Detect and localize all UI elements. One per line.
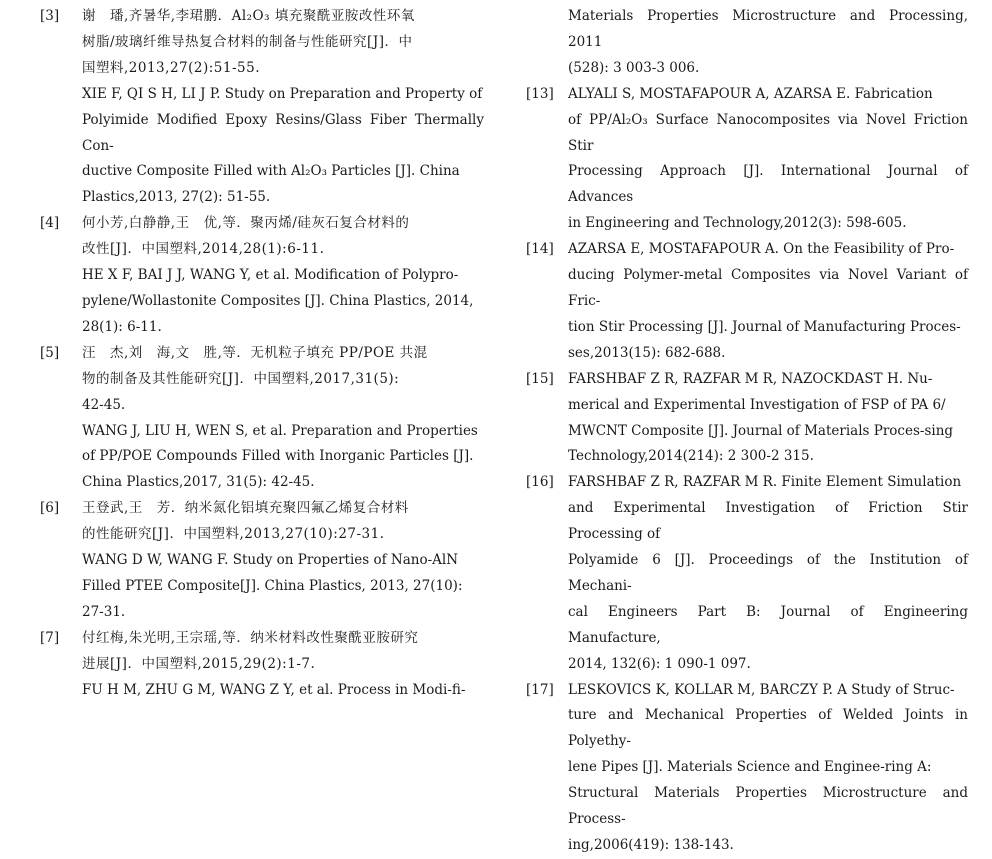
reference-line: 何小芳,白静静,王 优,等．聚丙烯/硅灰石复合材料的	[82, 215, 410, 232]
reference-line: 王登武,王 芳．纳米氮化铝填充聚四氟乙烯复合材料	[82, 500, 409, 517]
reference-line: Filled PTEE Composite[J]. China Plastics, 2013, 27(10):	[82, 577, 463, 594]
reference-line: China Plastics,2017, 31(5): 42-45.	[82, 474, 315, 491]
reference-line: FU H M, ZHU G M, WANG Z Y, et al. Process in Modi-fi-	[82, 681, 466, 698]
reference-line: LESKOVICS K, KOLLAR M, BARCZY P. A Study of Struc-	[568, 681, 955, 698]
reference-line: 42-45.	[82, 396, 126, 413]
reference-line: 的性能研究[J]．中国塑料,2013,27(10):27-31.	[82, 526, 385, 543]
reference-entry	[522, 82, 968, 237]
reference-entry	[36, 341, 484, 496]
reference-line: FARSHBAF Z R, RAZFAR M R. Finite Element Simulation	[568, 474, 962, 491]
reference-number: [15]	[526, 370, 554, 387]
reference-line: Materials Properties Microstructure and Processing, 2011	[568, 8, 968, 50]
reference-entry	[522, 237, 968, 367]
reference-line: Polyamide 6 [J]. Proceedings of the Institution of Mechani-	[568, 552, 968, 594]
reference-line: lene Pipes [J]. Materials Science and Enginee-ring A:	[568, 759, 932, 776]
reference-number: [4]	[40, 215, 60, 232]
reference-number: [16]	[526, 474, 554, 491]
reference-entry	[522, 470, 968, 677]
reference-number: [6]	[40, 500, 60, 517]
reference-line: ing,2006(419): 138-143.	[568, 837, 734, 853]
reference-line: 物的制备及其性能研究[J]．中国塑料,2017,31(5):	[82, 370, 400, 387]
reference-line: merical and Experimental Investigation of FSP of PA 6/	[568, 396, 946, 413]
reference-line: ses,2013(15): 682-688.	[568, 344, 726, 361]
reference-line: tion Stir Processing [J]. Journal of Manufacturing Proces-	[568, 318, 961, 335]
reference-line: 汪 杰,刘 海,文 胜,等．无机粒子填充 PP/POE 共混	[82, 344, 428, 361]
reference-number: [7]	[40, 629, 60, 646]
reference-number: [17]	[526, 681, 554, 698]
reference-entry	[36, 4, 484, 211]
reference-entry	[36, 496, 484, 626]
reference-line: in Engineering and Technology,2012(3): 598-605.	[568, 215, 907, 232]
reference-number: [14]	[526, 241, 554, 258]
reference-line: MWCNT Composite [J]. Journal of Materials Proces-sing	[568, 422, 954, 439]
reference-number: [13]	[526, 85, 554, 102]
right-column	[522, 0, 968, 859]
reference-line: Processing Approach [J]. International Journal of Advances	[568, 163, 968, 206]
reference-line: 谢 璠,齐暑华,李珺鹏．Al₂O₃ 填充聚酰亚胺改性环氧	[82, 8, 415, 24]
reference-line: 28(1): 6-11.	[82, 318, 162, 335]
reference-line: 付红梅,朱光明,王宗瑶,等．纳米材料改性聚酰亚胺研究	[82, 629, 419, 646]
reference-line: ducing Polymer-metal Composites via Novel Variant of Fric-	[568, 267, 968, 309]
reference-line: of PP/POE Compounds Filled with Inorganic Particles [J].	[82, 448, 474, 465]
reference-line: 树脂/玻璃纤维导热复合材料的制备与性能研究[J]．中	[82, 33, 413, 50]
reference-line: AZARSA E, MOSTAFAPOUR A. On the Feasibility of Pro-	[568, 241, 955, 258]
reference-line: 国塑料,2013,27(2):51-55.	[82, 59, 260, 76]
reference-entry	[36, 626, 484, 704]
reference-line: Polyimide Modified Epoxy Resins/Glass Fiber Thermally Con-	[82, 111, 484, 154]
reference-line: 改性[J]．中国塑料,2014,28(1):6-11.	[82, 241, 325, 258]
reference-line: HE X F, BAI J J, WANG Y, et al. Modification of Polypro-	[82, 267, 459, 284]
reference-line: (528): 3 003-3 006.	[568, 59, 700, 76]
left-column	[36, 0, 484, 703]
reference-line: ALYALI S, MOSTAFAPOUR A, AZARSA E. Fabrication	[568, 85, 933, 102]
reference-line: 进展[J]．中国塑料,2015,29(2):1-7.	[82, 655, 316, 672]
reference-line: 27-31.	[82, 603, 126, 620]
reference-line: ture and Mechanical Properties of Welded Joints in Polyethy-	[568, 707, 968, 750]
reference-entry	[522, 4, 968, 82]
reference-line: WANG D W, WANG F. Study on Properties of Nano-AlN	[82, 552, 459, 569]
reference-line: Plastics,2013, 27(2): 51-55.	[82, 189, 271, 206]
reference-line: cal Engineers Part B: Journal of Engineering Manufacture,	[568, 603, 968, 646]
reference-line: of PP/Al₂O₃ Surface Nanocomposites via Novel Friction Stir	[568, 111, 968, 154]
reference-line: and Experimental Investigation of Friction Stir Processing of	[568, 500, 968, 543]
reference-entry	[522, 367, 968, 471]
reference-line: FARSHBAF Z R, RAZFAR M R, NAZOCKDAST H. Nu-	[568, 370, 933, 387]
reference-entry	[36, 211, 484, 341]
reference-line: XIE F, QI S H, LI J P. Study on Preparation and Property of	[82, 85, 483, 102]
reference-line: 2014, 132(6): 1 090-1 097.	[568, 655, 751, 672]
reference-line: pylene/Wollastonite Composites [J]. China Plastics, 2014,	[82, 292, 474, 309]
reference-entry	[522, 678, 968, 859]
reference-number: [5]	[40, 344, 60, 361]
reference-line: Structural Materials Properties Microstructure and Process-	[568, 785, 968, 828]
reference-line: Technology,2014(214): 2 300-2 315.	[568, 448, 814, 465]
reference-number: [3]	[40, 8, 60, 24]
reference-line: WANG J, LIU H, WEN S, et al. Preparation and Properties	[82, 422, 478, 439]
reference-line: ductive Composite Filled with Al₂O₃ Particles [J]. China	[82, 163, 460, 180]
